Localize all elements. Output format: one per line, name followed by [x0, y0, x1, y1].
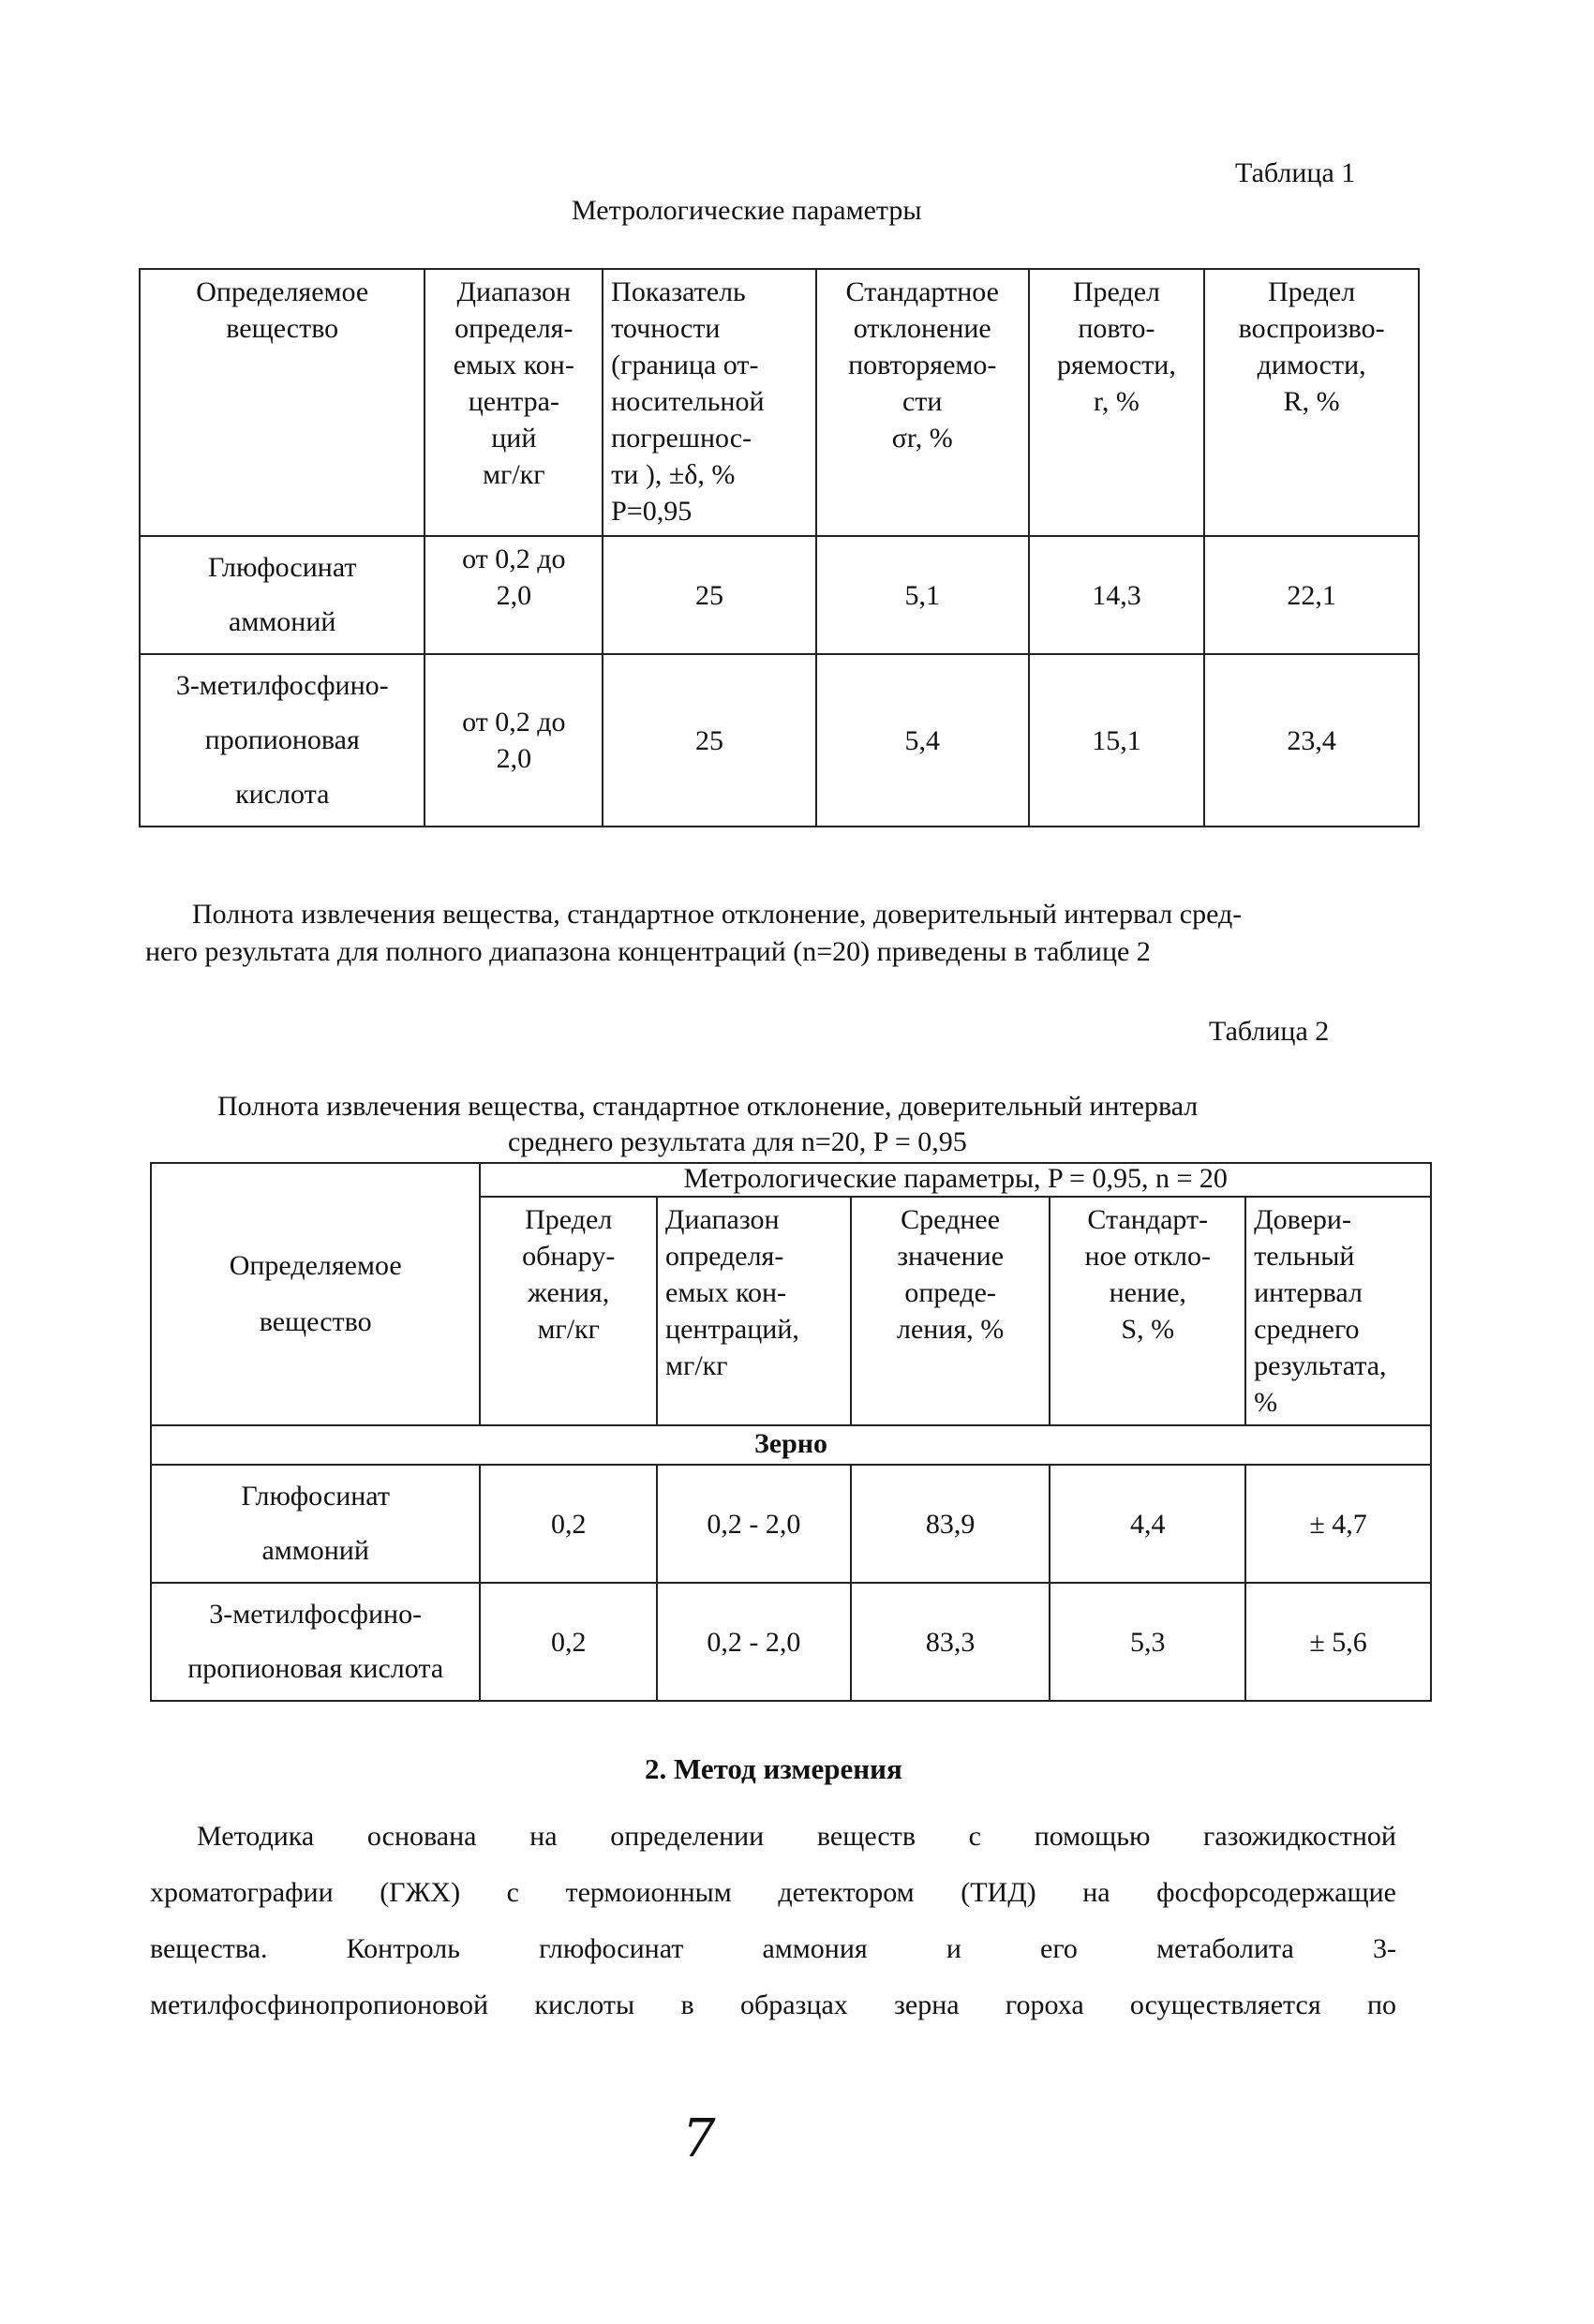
- table2-section-label: Зерно: [151, 1425, 1431, 1465]
- table-row: [151, 1465, 1431, 1583]
- table1-header-cell: Предел воспроизво- димости, R, %: [1204, 269, 1419, 536]
- table1-cell: 5,1: [816, 536, 1029, 654]
- table2-cell: 5,3: [1050, 1583, 1245, 1701]
- section-heading: 2. Метод измерения: [645, 1752, 902, 1785]
- table1-title: Метрологические параметры: [572, 195, 922, 226]
- table2-group-header: Метрологические параметры, P = 0,95, n = 20: [480, 1163, 1431, 1197]
- table2-label: Таблица 2: [1209, 1016, 1330, 1047]
- table1-label: Таблица 1: [1235, 157, 1356, 188]
- table2-header-cell: Среднее значение опреде- ления, %: [851, 1197, 1050, 1425]
- table2-cell: 0,2: [480, 1583, 657, 1701]
- table2: [150, 1162, 1432, 1702]
- table2-cell: 3-метилфосфино- пропионовая кислота: [151, 1583, 480, 1701]
- table2-section-row: [151, 1425, 1431, 1465]
- table1-header-row: [140, 269, 1419, 536]
- table1-header-cell: Определяемое вещество: [140, 269, 425, 536]
- table1-cell: 3-метилфосфино- пропионовая кислота: [140, 654, 425, 827]
- table-row: [140, 536, 1419, 654]
- table1-header-cell: Диапазон определя- емых кон- центра- ций мг/кг: [425, 269, 603, 536]
- body-line: метилфосфинопропионовой кислоты в образцах зерна гороха осуществляется по: [150, 1989, 1396, 2020]
- table2-header-cell: Определяемое вещество: [151, 1163, 480, 1425]
- table1-cell: 23,4: [1204, 654, 1419, 827]
- table1-cell: 25: [603, 654, 816, 827]
- table1-cell: от 0,2 до 2,0: [425, 654, 603, 827]
- table2-cell: 83,3: [851, 1583, 1050, 1701]
- body-line: вещества. Контроль глюфосинат аммония и его метаболита 3-: [150, 1933, 1396, 1964]
- table2-cell: 4,4: [1050, 1465, 1245, 1583]
- table2-header-cell: Предел обнару- жения, мг/кг: [480, 1197, 657, 1425]
- table1-cell: 15,1: [1029, 654, 1205, 827]
- table2-cell: ± 4,7: [1245, 1465, 1431, 1583]
- intro-line: Полнота извлечения вещества, стандартное отклонение, доверительный интервал сред-: [192, 899, 1243, 930]
- table2-cell: 0,2 - 2,0: [657, 1583, 851, 1701]
- body-line: хроматографии (ГЖХ) с термоионным детектором (ТИД) на фосфорсодержащие: [150, 1877, 1396, 1908]
- table1-header-cell: Предел повто- ряемости, r, %: [1029, 269, 1205, 536]
- table1-cell: 22,1: [1204, 536, 1419, 654]
- page-number: 7: [682, 2108, 716, 2169]
- table1-cell: Глюфосинат аммоний: [140, 536, 425, 654]
- table-row: [140, 654, 1419, 827]
- table1-header-cell: Стандартное отклонение повторяемо- сти σr, %: [816, 269, 1029, 536]
- intro-line: него результата для полного диапазона концентраций (n=20) приведены в таблице 2: [145, 936, 1151, 967]
- table1: [139, 268, 1420, 827]
- table1-cell: 5,4: [816, 654, 1029, 827]
- intro-paragraph: [145, 896, 1420, 971]
- table2-cell: ± 5,6: [1245, 1583, 1431, 1701]
- table2-title-line1: Полнота извлечения вещества, стандартное отклонение, доверительный интервал: [217, 1091, 1199, 1122]
- table-row: [151, 1583, 1431, 1701]
- table2-header-cell: Довери- тельный интервал среднего результата, %: [1245, 1197, 1431, 1425]
- table2-cell: 0,2 - 2,0: [657, 1465, 851, 1583]
- body-line: Методика основана на определении веществ с помощью газожидкостной: [197, 1821, 1396, 1852]
- table2-header-cell: Стандарт- ное откло- нение, S, %: [1050, 1197, 1245, 1425]
- table1-cell: 14,3: [1029, 536, 1205, 654]
- table1-cell: 25: [603, 536, 816, 654]
- section-body: [150, 1809, 1396, 2034]
- table1-header-cell: Показатель точности (граница от- носительной погрешнос- ти ), ±δ, % P=0,95: [603, 269, 816, 536]
- table2-cell: Глюфосинат аммоний: [151, 1465, 480, 1583]
- table2-group-row: [151, 1163, 1431, 1197]
- table2-header-cell: Диапазон определя- емых кон- центраций, мг/кг: [657, 1197, 851, 1425]
- table2-cell: 83,9: [851, 1465, 1050, 1583]
- table1-cell: от 0,2 до 2,0: [425, 536, 603, 654]
- table2-title-line2: среднего результата для n=20, P = 0,95: [508, 1126, 967, 1157]
- table2-cell: 0,2: [480, 1465, 657, 1583]
